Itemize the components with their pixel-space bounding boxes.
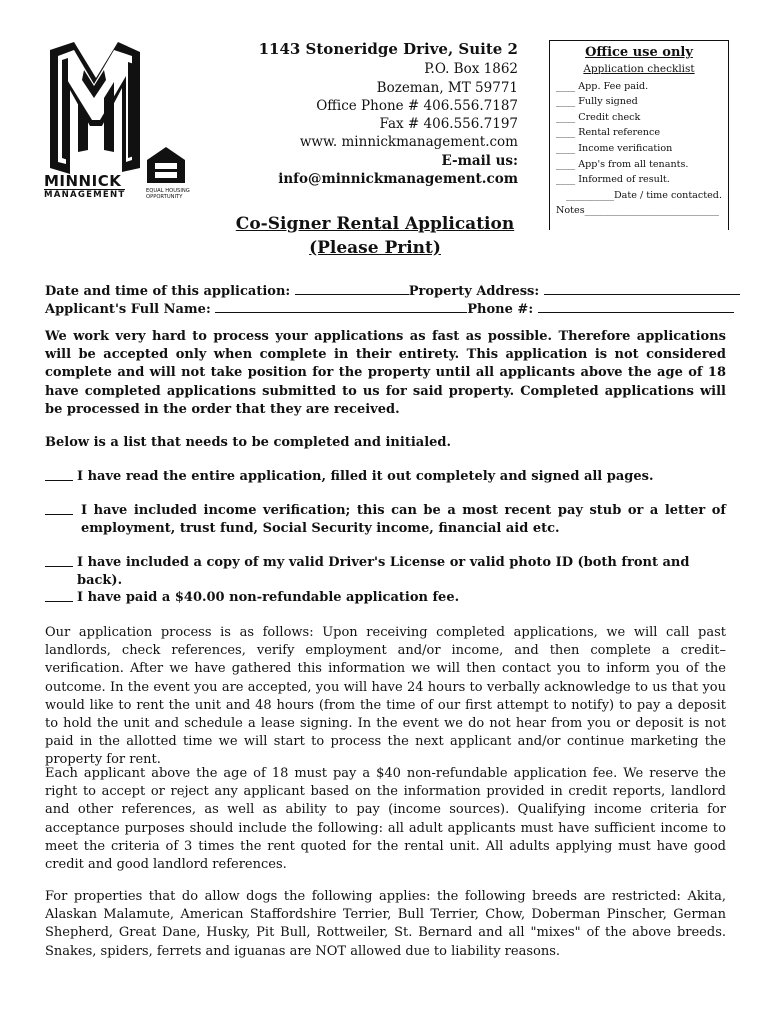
phone-label: Phone #: — [467, 302, 534, 318]
office-use-title: Office use only — [585, 45, 693, 60]
fee-paragraph: Each applicant above the age of 18 must pay a $40 non-refundable application fee. We reserve the right to accept or reject any applicant based on the information provided in credit reports, landlord and other references, as well as ability to pay (income sources). Qualifying income criteria for acceptance purposes should include the following: all adult applicants must have sufficient income to meet the criteria of 3 times the rent quoted for the rental unit. All adults applying must have good credit and good landlord references. — [45, 766, 726, 873]
company-address — [259, 40, 518, 188]
checklist-text: I have read the entire application, filled it out completely and signed all pages. — [77, 469, 654, 484]
property-address-field[interactable] — [544, 283, 740, 295]
datetime-field[interactable] — [295, 283, 409, 295]
office-item[interactable]: __________Date / time contacted. — [566, 189, 722, 201]
fax-number: Fax # 406.556.7197 — [379, 116, 518, 133]
initial-blank[interactable] — [45, 468, 73, 481]
checklist-text: I have included a copy of my valid Driver's License or valid photo ID (both front and back). — [77, 555, 690, 589]
office-item[interactable]: ____ App's from all tenants. — [556, 158, 689, 170]
title-line-2: (Please Print) — [309, 238, 441, 258]
applicant-fields — [45, 283, 726, 319]
initial-blank[interactable] — [45, 554, 73, 567]
city-state-zip: Bozeman, MT 59771 — [376, 79, 518, 96]
equal-housing-logo — [146, 146, 200, 202]
email-label: E-mail us: — [441, 152, 518, 169]
document-title — [230, 212, 520, 260]
equal-housing-text: EQUAL HOUSING OPPORTUNITY — [146, 188, 190, 200]
office-checklist-title: Application checklist — [583, 63, 695, 75]
intro-paragraph: We work very hard to process your applications as fast as possible. Therefore applications will be accepted only when complete in their entirety. This application is not considered complete and will not take position for the property until all applicants above the age of 18 have completed applications submitted to us for said property. Completed applications will be processed in the order that they are received. — [45, 329, 726, 417]
po-box: P.O. Box 1862 — [424, 61, 518, 78]
logo-subname: MANAGEMENT — [44, 190, 126, 200]
checklist-text: I have paid a $40.00 non-refundable application fee. — [77, 590, 460, 605]
datetime-label: Date and time of this application: — [45, 284, 291, 299]
office-use-box — [549, 40, 729, 230]
minnick-logo — [44, 40, 144, 200]
pets-paragraph: For properties that do allow dogs the following applies: the following breeds are restricted: Akita, Alaskan Malamute, American Staffordshire Terrier, Bull Terrier, Chow, Doberman Pinscher, German Shepherd, Great Dane, Husky, Pit Bull, Rottweiler, St. Bernard and all "mixes" of the above breeds. Snakes, spiders, ferrets and iguanas are NOT allowed due to liability reasons. — [45, 889, 726, 959]
process-paragraph: Our application process is as follows: Upon receiving completed applications, we will call past landlords, check references, verify employment and/or income, and then complete a credit–verification. After we have gathered this information we will then contact you to inform you of the outcome. In the event you are accepted, you will have 24 hours to verbally acknowledge to us that you would like to rent the unit and 48 hours (from the time of our first attempt to notify) to pay a deposit to hold the unit and schedule a lease signing. In the event we do not hear from you or deposit is not paid in the allotted time we will start to process the next applicant and/or continue marketing the property for rent. — [45, 625, 726, 768]
logo-name: MINNICK — [44, 172, 122, 190]
checklist-item — [45, 554, 726, 590]
initial-blank[interactable] — [45, 589, 73, 602]
office-item[interactable]: ____ Informed of result. — [556, 174, 670, 186]
title-line-1: Co-Signer Rental Application — [235, 214, 515, 234]
applicant-name-label: Applicant's Full Name: — [45, 302, 211, 318]
office-item[interactable]: ____ Credit check — [556, 111, 641, 123]
equal-housing-house-icon — [146, 146, 186, 184]
checklist-item — [45, 589, 726, 607]
checklist-item — [45, 468, 726, 486]
office-item[interactable]: ____ App. Fee paid. — [556, 80, 649, 92]
checklist-item — [45, 502, 726, 538]
email-address: info@minnickmanagement.com — [278, 171, 518, 188]
checklist-text: I have included income verification; this can be a most recent pay stub or a letter of employment, trust fund, Social Security income, financial aid etc. — [81, 503, 726, 537]
initial-blank[interactable] — [45, 502, 73, 515]
office-item[interactable]: ____ Fully signed — [556, 96, 638, 108]
applicant-name-field[interactable] — [215, 301, 467, 313]
property-address-label: Property Address: — [408, 284, 540, 299]
office-notes[interactable]: Notes____________________________ — [556, 205, 719, 217]
list-heading: Below is a list that needs to be completed and initialed. — [45, 435, 452, 450]
office-item[interactable]: ____ Rental reference — [556, 127, 660, 139]
office-item[interactable]: ____ Income verification — [556, 142, 673, 154]
street-address: 1143 Stoneridge Drive, Suite 2 — [258, 40, 518, 58]
office-phone: Office Phone # 406.556.7187 — [316, 97, 518, 114]
phone-field[interactable] — [538, 301, 734, 313]
website: www. minnickmanagement.com — [299, 134, 518, 151]
